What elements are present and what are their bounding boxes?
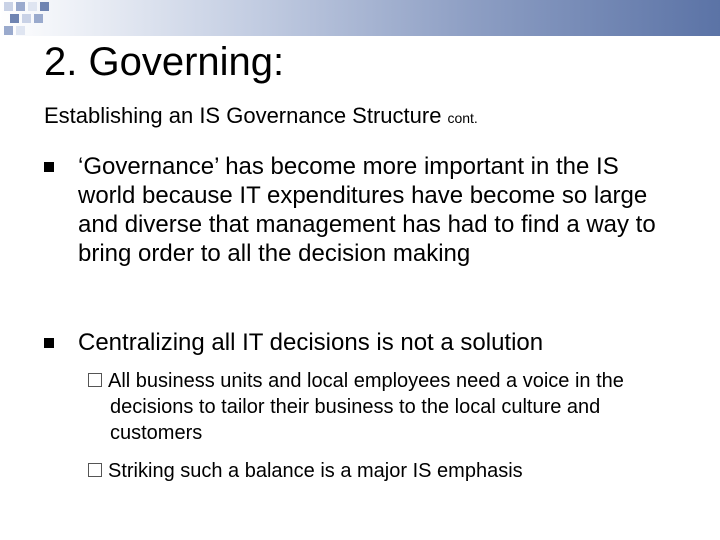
decorative-squares bbox=[0, 0, 60, 40]
decor-square bbox=[22, 14, 31, 23]
decor-square bbox=[4, 2, 13, 11]
subtitle-text: Establishing an IS Governance Structure bbox=[44, 103, 442, 128]
sub-bullet-item bbox=[110, 458, 670, 484]
sub-bullet-text: Striking such a balance is a major IS emphasis bbox=[108, 460, 523, 482]
bullet-text: ‘Governance’ has become more important in the IS world because IT expenditures have become so large and diverse that management has had to find a way to bring order to all the decision making bbox=[78, 153, 656, 267]
filled-square-icon bbox=[44, 338, 54, 348]
decor-square bbox=[34, 14, 43, 23]
decor-square bbox=[4, 26, 13, 35]
hollow-square-icon bbox=[88, 373, 102, 387]
bullet-text: Centralizing all IT decisions is not a solution bbox=[78, 329, 544, 356]
subtitle-suffix: cont. bbox=[447, 110, 478, 126]
hollow-square-icon bbox=[88, 463, 102, 477]
sub-bullet-text: All business units and local employees need a voice in the decisions to tailor their business to the local culture and customers bbox=[108, 370, 624, 444]
slide-title: 2. Governing: bbox=[44, 40, 285, 84]
sub-bullet-item bbox=[110, 368, 670, 446]
slide-subtitle bbox=[44, 102, 478, 132]
decor-square bbox=[40, 2, 49, 11]
decor-square bbox=[28, 2, 37, 11]
filled-square-icon bbox=[44, 162, 54, 172]
decor-square bbox=[16, 2, 25, 11]
decor-square bbox=[10, 14, 19, 23]
bullet-item bbox=[78, 328, 678, 357]
header-gradient-bar bbox=[0, 0, 720, 36]
decor-square bbox=[16, 26, 25, 35]
bullet-item bbox=[78, 152, 678, 268]
